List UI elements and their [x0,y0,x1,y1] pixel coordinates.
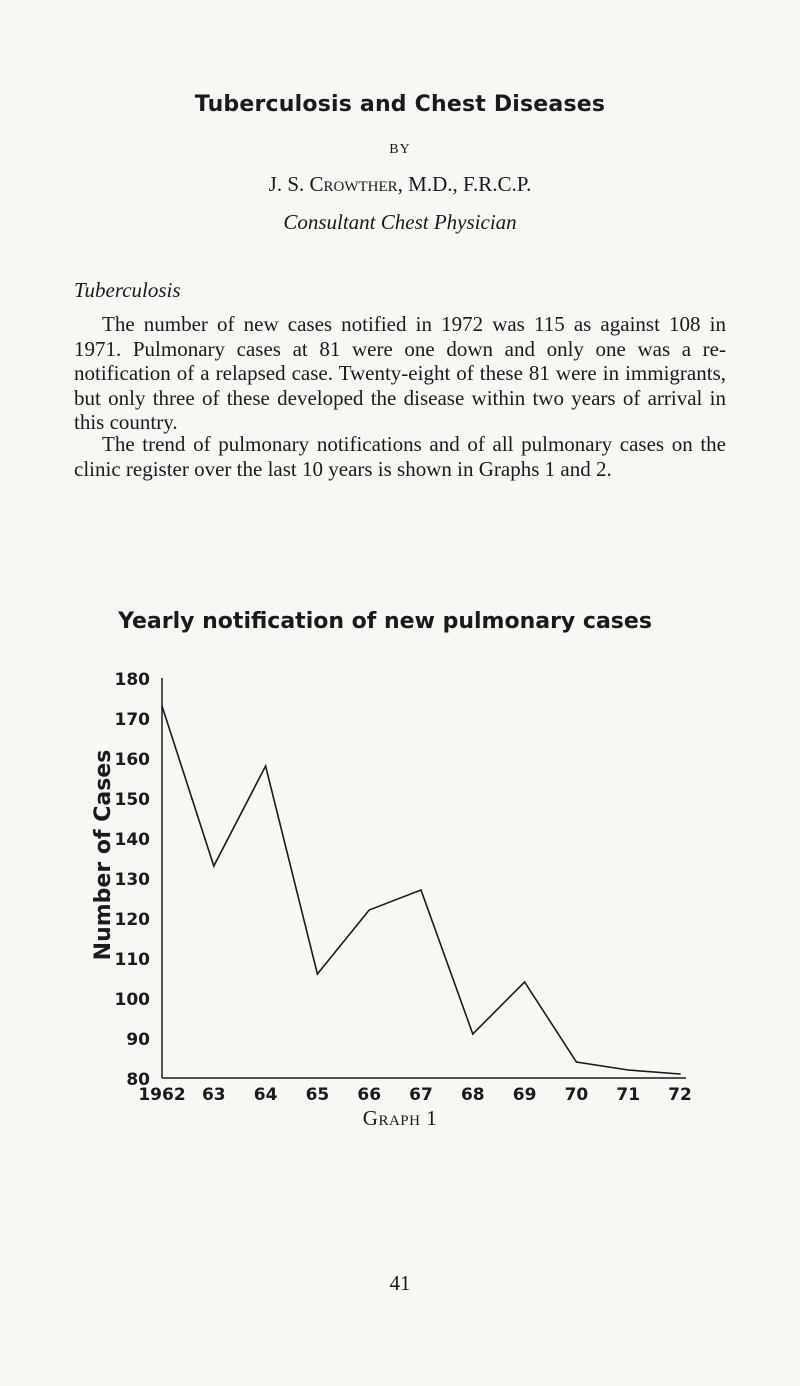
article-title: Tuberculosis and Chest Diseases [194,92,606,117]
y-tick-label: 130 [114,870,150,890]
data-point [524,981,526,983]
y-tick-label: 150 [114,790,150,810]
y-tick-label: 140 [114,830,150,850]
byline-by: BY [389,142,411,157]
x-tick-label: 71 [616,1085,641,1105]
chart-container [0,590,800,1150]
page-number: 41 [389,1271,411,1295]
data-point [265,765,267,767]
author-name: J. S. Crowther, M.D., F.R.C.P. [268,172,532,196]
x-tick-label: 69 [512,1085,537,1105]
x-tick-label: 72 [668,1085,692,1105]
data-point [576,1061,578,1063]
section-heading: Tuberculosis [74,278,181,302]
y-tick-label: 170 [114,710,150,730]
chart-title: Yearly notification of new pulmonary cases [118,609,652,634]
data-point [317,973,319,975]
data-point [420,889,422,891]
y-tick-label: 120 [114,910,150,930]
author-role: Consultant Chest Physician [283,210,517,234]
paragraph-1: The number of new cases notified in 1972 was 115 as against 108 in 1971. Pulmonary cases at 81 were one down and only one was a re-notification of a relapsed case. Twenty-eight of these 81 were in immigrants, but only three of these developed the disease within two years of arrival in this country. [74,312,726,434]
y-tick-label: 80 [126,1070,150,1090]
data-point [161,705,163,707]
data-point [679,1073,681,1075]
y-axis-label: Number of Cases [91,749,116,961]
y-tick-label: 90 [126,1030,150,1050]
x-tick-label: 65 [305,1085,330,1105]
paragraph-2: The trend of pulmonary notifications and of all pulmonary cases on the clinic register over the last 10 years is shown in Graphs 1 and 2. [74,432,726,481]
x-tick-label: 67 [409,1085,433,1105]
y-tick-label: 110 [114,950,150,970]
y-tick-label: 160 [114,750,150,770]
data-point [213,865,215,867]
data-point [627,1069,629,1071]
x-tick-label: 64 [253,1085,278,1105]
data-point [472,1033,474,1035]
x-tick-label: 70 [564,1085,589,1105]
x-tick-label: 63 [201,1085,226,1105]
x-tick-label: 66 [357,1085,382,1105]
graph-caption: Graph 1 [362,1106,438,1130]
x-tick-label: 68 [460,1085,485,1105]
y-tick-label: 180 [114,670,150,690]
data-point [368,909,370,911]
y-tick-label: 100 [114,990,150,1010]
line-chart [0,590,800,1110]
x-tick-label: 1962 [138,1085,186,1105]
